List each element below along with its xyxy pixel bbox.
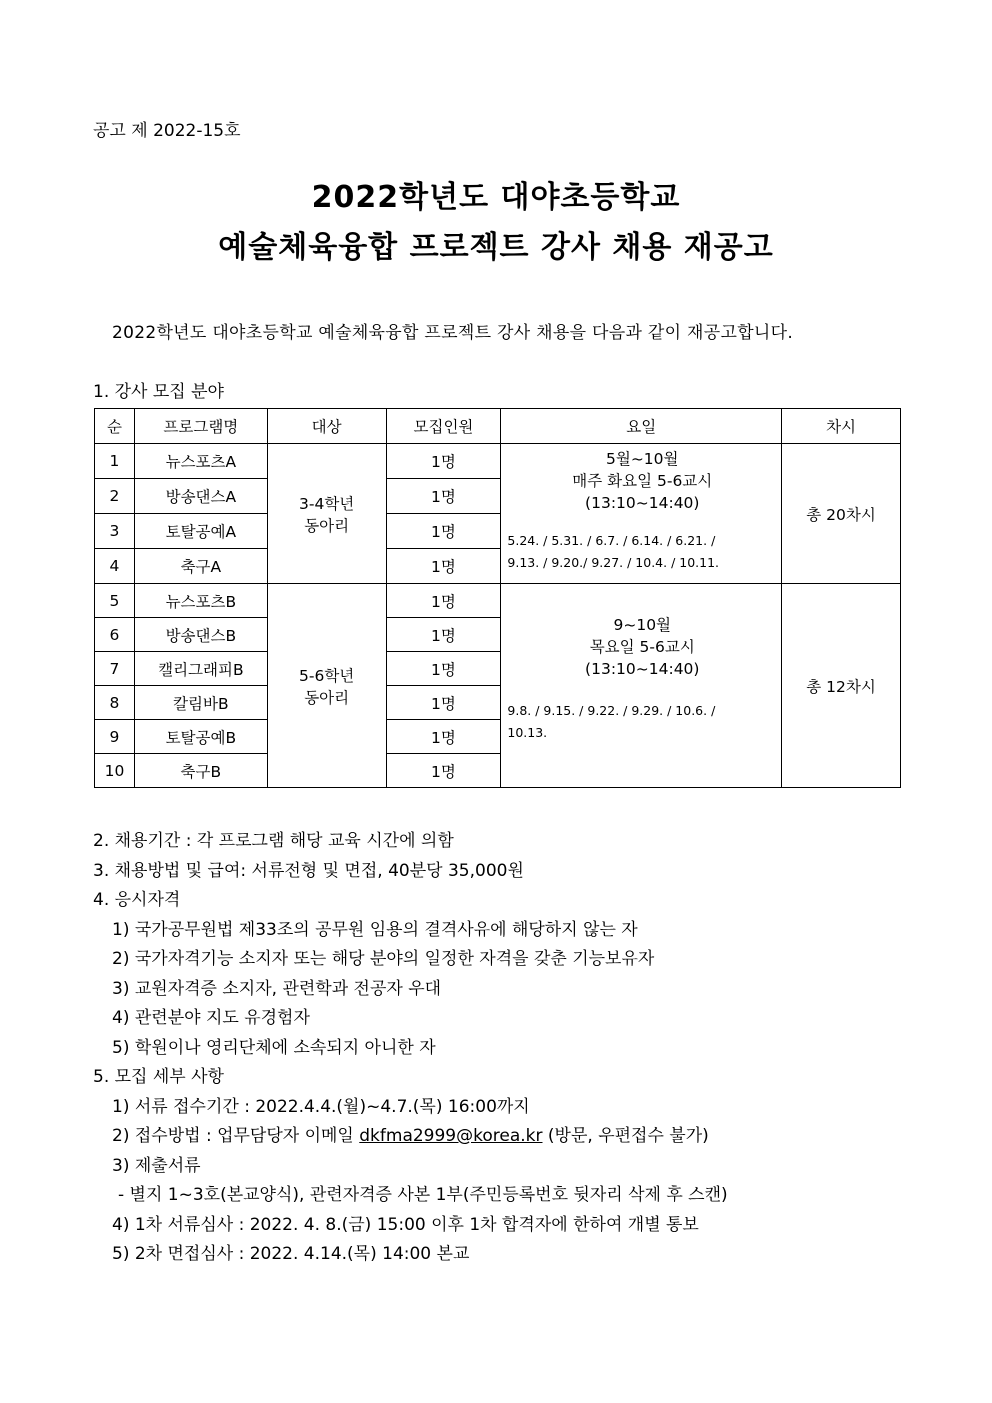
group1-schedule (501, 444, 782, 584)
row-no: 6 (95, 618, 135, 652)
qualification-item: 2) 국가자격기능 소지자 또는 해당 분야의 일정한 자격을 갖춘 기능보유자 (112, 949, 655, 969)
row-program: 토탈공예B (134, 720, 267, 754)
row-count: 1명 (386, 652, 501, 686)
table-row (95, 584, 901, 618)
header-count: 모집인원 (386, 409, 501, 444)
schedule-dates (507, 530, 777, 574)
documents-detail: - 별지 1~3호(본교양식), 관련자격증 사본 1부(주민등록번호 뒷자리 삭제 후 스캔) (118, 1185, 728, 1205)
group2-sessions: 총 12차시 (782, 584, 901, 788)
header-schedule: 요일 (501, 409, 782, 444)
detail-item-first-review: 4) 1차 서류심사 : 2022. 4. 8.(금) 15:00 이후 1차 합격자에 한하여 개별 통보 (112, 1215, 699, 1235)
row-count: 1명 (386, 618, 501, 652)
page-title-line2: 예술체육융합 프로젝트 강사 채용 재공고 (218, 230, 774, 265)
row-count: 1명 (386, 549, 501, 584)
row-no: 1 (95, 444, 135, 479)
qualification-item: 4) 관련분야 지도 유경험자 (112, 1008, 310, 1028)
header-program: 프로그램명 (134, 409, 267, 444)
row-count: 1명 (386, 479, 501, 514)
method-suffix: (방문, 우편접수 불가) (542, 1126, 709, 1146)
schedule-dates-line: 10.13. (507, 725, 548, 740)
header-no: 순 (95, 409, 135, 444)
header-sessions: 차시 (782, 409, 901, 444)
row-program: 축구B (134, 754, 267, 788)
row-program: 방송댄스B (134, 618, 267, 652)
qualification-item: 1) 국가공무원법 제33조의 공무원 임용의 결격사유에 해당하지 않는 자 (112, 920, 638, 940)
schedule-time: (13:10~14:40) (585, 494, 700, 512)
target-grade: 3-4학년 (299, 494, 355, 513)
schedule-time: (13:10~14:40) (585, 660, 700, 678)
schedule-dates-line: 5.24. / 5.31. / 6.7. / 6.14. / 6.21. / (507, 533, 716, 548)
schedule-dates-line: 9.13. / 9.20./ 9.27. / 10.4. / 10.11. (507, 555, 720, 570)
schedule-months: 9~10월 (613, 616, 672, 634)
target-type: 동아리 (304, 516, 350, 535)
row-program: 축구A (134, 549, 267, 584)
section3-method: 3. 채용방법 및 급여: 서류전형 및 면접, 40분당 35,000원 (93, 861, 524, 881)
row-program: 칼림바B (134, 686, 267, 720)
section5-title: 5. 모집 세부 사항 (93, 1067, 224, 1087)
row-no: 2 (95, 479, 135, 514)
group1-sessions: 총 20차시 (782, 444, 901, 584)
page-title-line1: 2022학년도 대야초등학교 (311, 180, 681, 215)
target-grade: 5-6학년 (299, 666, 355, 685)
schedule-day: 매주 화요일 5-6교시 (572, 472, 713, 490)
contact-email-link[interactable]: dkfma2999@korea.kr (359, 1126, 543, 1146)
schedule-day: 목요일 5-6교시 (589, 638, 695, 656)
row-count: 1명 (386, 514, 501, 549)
row-no: 10 (95, 754, 135, 788)
table-header-row (95, 409, 901, 444)
row-count: 1명 (386, 444, 501, 479)
recruitment-table (94, 408, 901, 788)
section2-period: 2. 채용기간 : 각 프로그램 해당 교육 시간에 의함 (93, 831, 454, 851)
schedule-dates (507, 700, 777, 744)
detail-item-interview: 5) 2차 면접심사 : 2022. 4.14.(목) 14:00 본교 (112, 1244, 470, 1264)
row-no: 9 (95, 720, 135, 754)
table-row (95, 444, 901, 479)
schedule-dates-line: 9.8. / 9.15. / 9.22. / 9.29. / 10.6. / (507, 703, 716, 718)
detail-item-method (112, 1121, 709, 1146)
detail-item-period: 1) 서류 접수기간 : 2022.4.4.(월)~4.7.(목) 16:00까지 (112, 1097, 530, 1117)
row-program: 뉴스포츠B (134, 584, 267, 618)
intro-paragraph: 2022학년도 대야초등학교 예술체육융합 프로젝트 강사 채용을 다음과 같이 재공고합니다. (112, 323, 794, 343)
group1-target (267, 444, 386, 584)
section4-title: 4. 응시자격 (93, 890, 181, 910)
row-count: 1명 (386, 754, 501, 788)
row-program: 토탈공예A (134, 514, 267, 549)
method-prefix: 2) 접수방법 : 업무담당자 이메일 (112, 1126, 360, 1146)
group2-target (267, 584, 386, 788)
notice-number: 공고 제 2022-15호 (93, 121, 241, 141)
row-program: 뉴스포츠A (134, 444, 267, 479)
target-type: 동아리 (304, 688, 350, 707)
row-count: 1명 (386, 720, 501, 754)
qualification-item: 5) 학원이나 영리단체에 소속되지 아니한 자 (112, 1038, 436, 1058)
detail-item-documents: 3) 제출서류 (112, 1156, 201, 1176)
row-count: 1명 (386, 686, 501, 720)
row-program: 방송댄스A (134, 479, 267, 514)
group2-schedule (501, 584, 782, 788)
row-no: 7 (95, 652, 135, 686)
row-no: 3 (95, 514, 135, 549)
row-no: 8 (95, 686, 135, 720)
row-program: 캘리그래피B (134, 652, 267, 686)
qualification-item: 3) 교원자격증 소지자, 관련학과 전공자 우대 (112, 979, 442, 999)
header-target: 대상 (267, 409, 386, 444)
schedule-months: 5월~10월 (605, 450, 679, 468)
row-no: 5 (95, 584, 135, 618)
row-no: 4 (95, 549, 135, 584)
row-count: 1명 (386, 584, 501, 618)
section1-title: 1. 강사 모집 분야 (93, 382, 224, 402)
